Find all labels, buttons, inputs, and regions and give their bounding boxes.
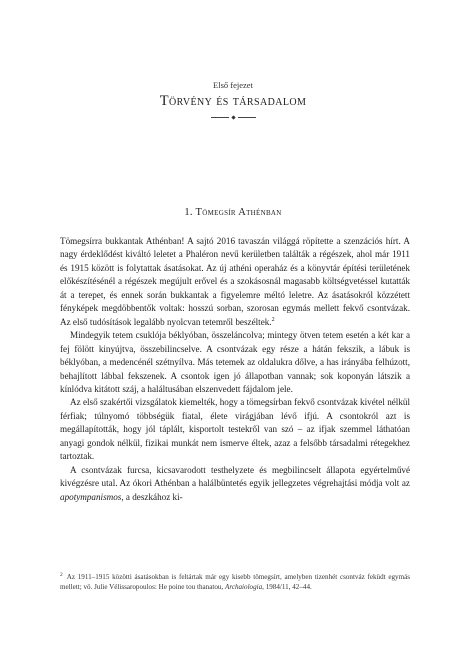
paragraph [60, 464, 410, 504]
paragraph-text: Tömegsírra bukkantak Athénban! A sajtó 2016 tavaszán világgá röpítette a szenzációs hírt. A nagy érdeklődést kiváltó leletet a Phaléron nevű kerületben találták a régészek, ahol már 1911 és 1915 között is folytattak ásatásokat. Az új athéni operaház és a könyvtár építési területének előkészítésénél a régészek megújult erővel és a szokásosnál magasabb költségvetéssel kutatták át a terepet, és ennek során bukkantak a figyelemre méltó leletre. Az ásatásokról közzétett fényképek megdöbbentők voltak: hosszú sorban, szorosan egymás mellett fekvő csontvázak. Az első tudósítások legalább nyolcvan tetemről beszéltek. [60, 236, 410, 327]
paragraph [60, 235, 410, 329]
footnote-mark: 2 [60, 571, 63, 578]
ornament-line-left [211, 117, 229, 118]
chapter-label: Első fejezet [213, 80, 253, 90]
emphasized-term: apotympanismos [60, 491, 122, 502]
footnote [60, 572, 410, 592]
paragraph-text: , a deszkához ki- [121, 491, 183, 502]
footnote-text: Az 1911–1915 közötti ásatásokban is feltártak már egy kisebb tömegsírt, amelyben tizenhét csontváz feküdt egymás mellett; vö. Julie Vélissaropoulos: He poine tou thanatou, [60, 573, 410, 591]
footnote-journal: Archaiologia [224, 583, 263, 591]
diamond-icon [231, 115, 235, 119]
paragraph-text: A csontvázak furcsa, kicsavarodott testhelyzete és megbilincselt állapota egyértelművé kivégzésre utal. Az ókori Athénban a halálbüntetés egyik jellegzetes végrehajtási módja volt az [60, 464, 410, 489]
footnote-text: , 1984/11, 42–44. [262, 583, 312, 591]
ornament-line-right [238, 117, 256, 118]
paragraph: Az első szakértői vizsgálatok kiemelték, hogy a tömegsírban fekvő csontvázak kivétel nélkül férfiak; túlnyomó többségük fiatal, élete virágjában lévő ifjú. A csontokról azt is megállapították, hogy jól táplált, kisportolt testekről van szó – az ifjak szemmel láthatóan anyagi gondok nélkül, fizikai munkát nem ismerve éltek, azaz a felsőbb társadalmi rétegekhez tartoztak. [60, 397, 410, 462]
section-title: 1. Tömegsír Athénban [184, 207, 282, 218]
footnote-ref[interactable]: 2 [271, 316, 275, 323]
chapter-title: Törvény és társadalom [159, 93, 307, 109]
chapter-heading [0, 80, 466, 119]
body-text [60, 235, 410, 504]
ornament-divider [0, 116, 466, 119]
paragraph: Mindegyik tetem csuklója béklyóban, összeláncolva; mintegy ötven tetem esetén a két kar a fej fölött kinyújtva, összebilincselve. A csontvázak egy része a hátán fekszik, a lábuk is béklyóban, a medencénél szétnyílva. Más tetemek az oldalukra dőlve, a has irányába felhúzott, behajlított lábbal fekszenek. A csontok igen jó állapotban vannak; sok koponyán látszik a kínlódva kitátott száj, a haláltusában elszenvedett fájdalom jele. [60, 330, 410, 394]
